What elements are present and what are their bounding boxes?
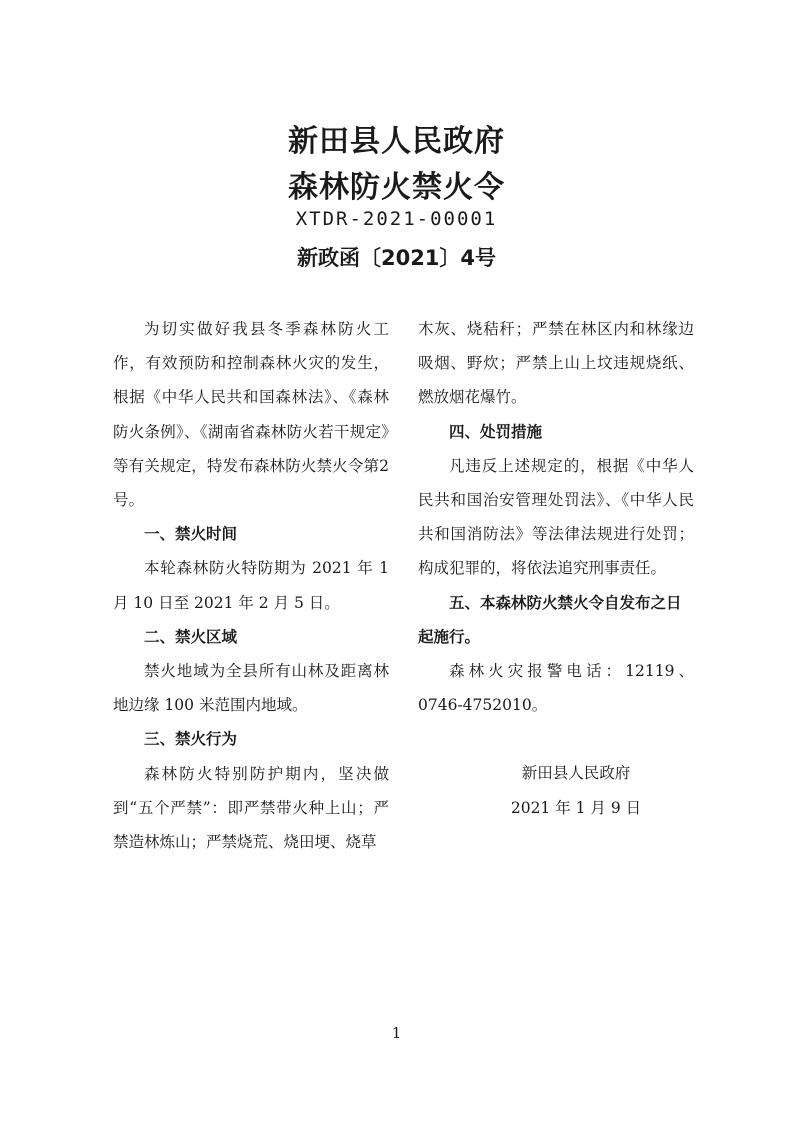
document-title-line1: 新田县人民政府 — [288, 124, 505, 159]
section-heading-ban-area: 二、禁火区域 — [144, 627, 238, 646]
document-title-line2: 森林防火禁火令 — [288, 170, 505, 205]
section-text-ban-time: 本轮森林防火特防期为 2021 年 1 月 10 日至 2021 年 2 月 5 日。 — [113, 559, 389, 612]
file-number: 新政函〔2021〕4号 — [296, 246, 497, 270]
section-heading-ban-behavior: 三、禁火行为 — [144, 730, 238, 749]
section-text-ban-behavior-a: 森林防火特别防护期内，坚决做到“五个严禁”：即严禁带火种上山；严禁造林炼山；严禁烧荒、烧田埂、烧草 — [113, 764, 389, 852]
section-text-ban-area: 禁火地域为全县所有山林及距离林地边缘 100 米范围内地域。 — [113, 662, 389, 715]
section-text-ban-behavior-b: 木灰、烧秸秆；严禁在林区内和林缘边吸烟、野炊；严禁上山上坟违规烧纸、燃放烟花爆竹。 — [418, 320, 694, 407]
section-text-penalty: 凡违反上述规定的，根据《中华人民共和国治安管理处罚法》、《中华人民共和国消防法》等法律法规进行处罚；构成犯罪的，将依法追究刑事责任。 — [418, 456, 694, 578]
section-heading-ban-time: 一、禁火时间 — [144, 525, 238, 544]
right-column — [418, 312, 694, 825]
left-column — [113, 312, 389, 859]
page-number: 1 — [391, 1024, 402, 1042]
signature-date: 2021 年 1 月 9 日 — [510, 798, 642, 817]
intro-text-a: 为切实做好我县冬季森林防火工 — [144, 320, 389, 338]
section-heading-penalty: 四、处罚措施 — [449, 422, 543, 441]
spacer — [418, 722, 694, 756]
section-heading-effective: 五、本森林防火禁火令自发布之日起施行。 — [418, 593, 682, 646]
document-code: XTDR-2021-00001 — [295, 208, 498, 230]
signature-issuer: 新田县人民政府 — [521, 764, 631, 783]
intro-text-b: 作，有效预防和控制森林火灾的发生，根据《中华人民共和国森林法》、《森林防火条例》、《湖南省森林防火若干规定》等有关规定，特发布森林防火禁火令第2号。 — [113, 354, 389, 510]
intro-paragraph — [113, 312, 389, 517]
fire-hotline: 森林火灾报警电话：12119、0746-4752010。 — [418, 662, 694, 715]
